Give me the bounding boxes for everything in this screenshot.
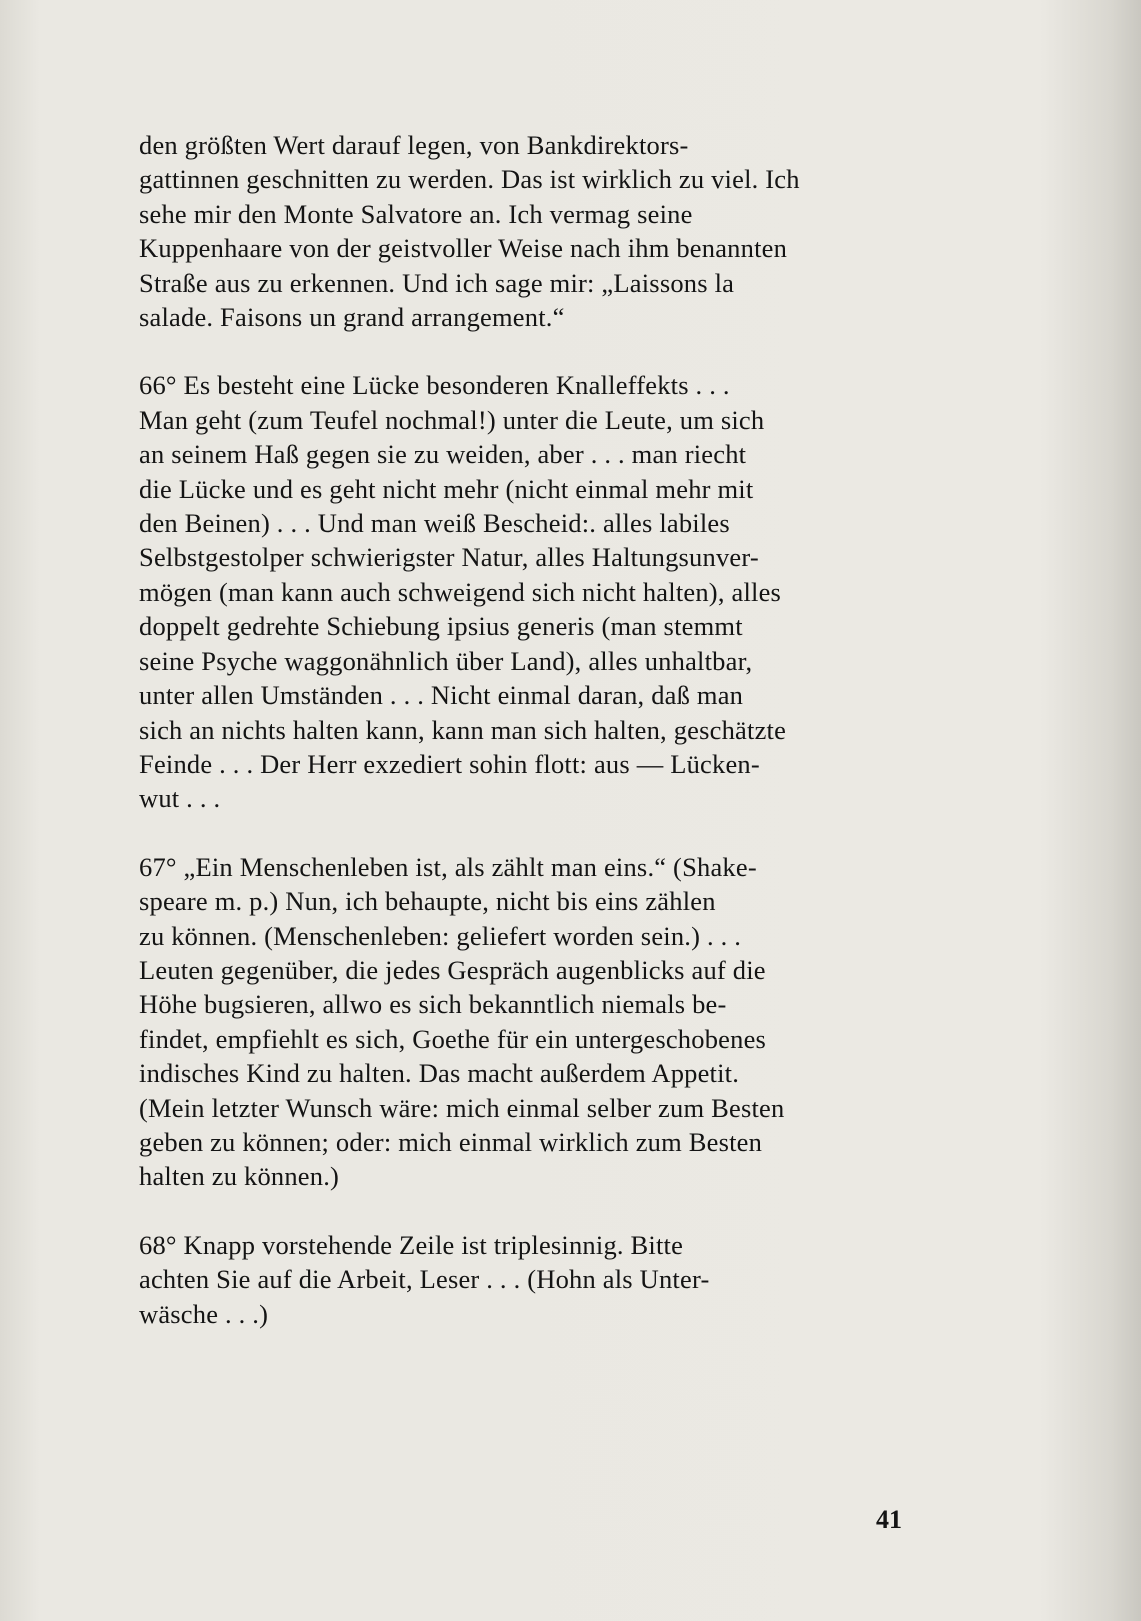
paragraph-gap [139,334,922,368]
text-line: doppelt gedrehte Schiebung ipsius generis (man stemmt [139,611,743,642]
paragraph [139,368,922,815]
text-line: wäsche . . .) [139,1298,269,1329]
text-line: speare m. p.) Nun, ich behaupte, nicht bis eins zählen [139,886,716,917]
text-line: Höhe bugsieren, allwo es sich bekanntlich niemals be- [139,989,727,1020]
text-line: (Mein letzter Wunsch wäre: mich einmal selber zum Besten [139,1092,785,1123]
text-line: Straße aus zu erkennen. Und ich sage mir: „Laissons la [139,267,735,298]
text-line: 66° Es besteht eine Lücke besonderen Knalleffekts . . . [139,370,730,401]
text-line: sich an nichts halten kann, kann man sich halten, geschätzte [139,714,787,745]
text-line: geben zu können; oder: mich einmal wirklich zum Besten [139,1126,763,1157]
text-line: Feinde . . . Der Herr exzediert sohin flott: aus — Lücken- [139,748,760,779]
text-line: seine Psyche waggonähnlich über Land), alles unhaltbar, [139,645,753,676]
text-line: 68° Knapp vorstehende Zeile ist triplesinnig. Bitte [139,1229,684,1260]
text-line: achten Sie auf die Arbeit, Leser . . . (Hohn als Unter- [139,1264,710,1295]
text-line: wut . . . [139,783,221,814]
text-line: an seinem Haß gegen sie zu weiden, aber . . . man riecht [139,439,747,470]
paragraph [139,128,922,334]
text-line: halten zu können.) [139,1161,340,1192]
text-line: den Beinen) . . . Und man weiß Bescheid:. alles labiles [139,508,730,539]
text-line: gattinnen geschnitten zu werden. Das ist wirklich zu viel. Ich [139,164,800,195]
text-line: sehe mir den Monte Salvatore an. Ich vermag seine [139,198,693,229]
text-line: findet, empfiehlt es sich, Goethe für ein untergeschobenes [139,1023,767,1054]
text-line: Leuten gegenüber, die jedes Gespräch augenblicks auf die [139,954,766,985]
paragraph-gap [139,816,922,850]
text-line: Kuppenhaare von der geistvoller Weise nach ihm benannten [139,233,788,264]
paragraph [139,1228,922,1331]
paragraph-gap [139,1194,922,1228]
text-line: zu können. (Menschenleben: geliefert worden sein.) . . . [139,920,742,951]
page-body-text [139,128,922,1331]
text-line: 67° „Ein Menschenleben ist, als zählt man eins.“ (Shake- [139,851,757,882]
paragraph [139,850,922,1194]
text-line: die Lücke und es geht nicht mehr (nicht einmal mehr mit [139,473,754,504]
text-line: salade. Faisons un grand arrangement.“ [139,302,565,333]
text-line: unter allen Umständen . . . Nicht einmal daran, daß man [139,680,744,711]
text-line: indisches Kind zu halten. Das macht außerdem Appetit. [139,1058,740,1089]
text-line: den größten Wert darauf legen, von Bankdirektors- [139,130,689,160]
page-number: 41 [876,1505,902,1534]
text-line: mögen (man kann auch schweigend sich nicht halten), alles [139,576,782,607]
text-line: Man geht (zum Teufel nochmal!) unter die Leute, um sich [139,404,765,435]
text-line: Selbstgestolper schwierigster Natur, alles Haltungsunver- [139,542,759,573]
